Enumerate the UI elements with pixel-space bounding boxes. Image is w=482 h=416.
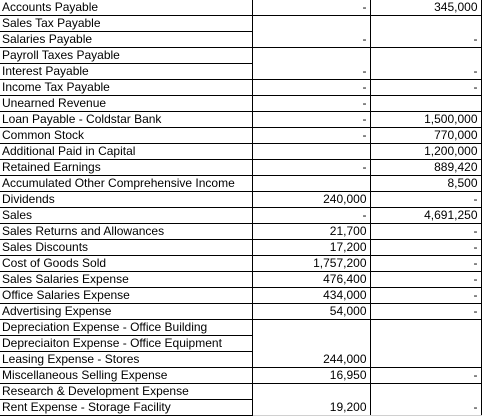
debit-cell[interactable]: -	[252, 80, 370, 96]
debit-cell[interactable]: -	[252, 112, 370, 128]
account-name-cell[interactable]: Salaries Payable	[0, 32, 252, 48]
account-name-cell[interactable]: Depreciation Expense - Office Building	[0, 320, 252, 336]
credit-cell[interactable]	[370, 320, 481, 336]
debit-cell[interactable]	[252, 16, 370, 32]
table-row	[0, 96, 481, 112]
debit-cell[interactable]: -	[252, 0, 370, 16]
account-name-cell[interactable]: Accumulated Other Comprehensive Income	[0, 176, 252, 192]
credit-cell[interactable]: -	[370, 32, 481, 48]
table-row	[0, 128, 481, 144]
debit-cell[interactable]	[252, 48, 370, 64]
table-row	[0, 144, 481, 160]
table-row	[0, 320, 481, 336]
account-name-cell[interactable]: Sales Returns and Allowances	[0, 224, 252, 240]
debit-cell[interactable]: -	[252, 128, 370, 144]
account-name-cell[interactable]: Leasing Expense - Stores	[0, 352, 252, 368]
account-name-cell[interactable]: Unearned Revenue	[0, 96, 252, 112]
account-name-cell[interactable]: Income Tax Payable	[0, 80, 252, 96]
debit-cell[interactable]: 16,950	[252, 368, 370, 384]
table-row	[0, 64, 481, 80]
account-name-cell[interactable]: Loan Payable - Coldstar Bank	[0, 112, 252, 128]
account-name-cell[interactable]: Office Salaries Expense	[0, 288, 252, 304]
debit-cell[interactable]: -	[252, 64, 370, 80]
credit-cell[interactable]	[370, 352, 481, 368]
table-row	[0, 48, 481, 64]
account-name-cell[interactable]: Cost of Goods Sold	[0, 256, 252, 272]
account-name-cell[interactable]: Payroll Taxes Payable	[0, 48, 252, 64]
account-name-cell[interactable]: Advertising Expense	[0, 304, 252, 320]
debit-cell[interactable]	[252, 336, 370, 352]
debit-cell[interactable]: 240,000	[252, 192, 370, 208]
account-name-cell[interactable]: Miscellaneous Selling Expense	[0, 368, 252, 384]
table-row	[0, 368, 481, 384]
account-name-cell[interactable]: Additional Paid in Capital	[0, 144, 252, 160]
table-row	[0, 0, 481, 16]
credit-cell[interactable]: 1,200,000	[370, 144, 481, 160]
table-row	[0, 224, 481, 240]
debit-cell[interactable]: -	[252, 96, 370, 112]
debit-cell[interactable]: 434,000	[252, 288, 370, 304]
account-name-cell[interactable]: Retained Earnings	[0, 160, 252, 176]
account-name-cell[interactable]: Common Stock	[0, 128, 252, 144]
debit-cell[interactable]: -	[252, 32, 370, 48]
credit-cell[interactable]: -	[370, 400, 481, 416]
table-row	[0, 112, 481, 128]
credit-cell[interactable]: 889,420	[370, 160, 481, 176]
credit-cell[interactable]: -	[370, 80, 481, 96]
debit-cell[interactable]: 1,757,200	[252, 256, 370, 272]
account-name-cell[interactable]: Research & Development Expense	[0, 384, 252, 400]
table-row	[0, 384, 481, 400]
credit-cell[interactable]: -	[370, 224, 481, 240]
account-name-cell[interactable]: Interest Payable	[0, 64, 252, 80]
credit-cell[interactable]	[370, 48, 481, 64]
credit-cell[interactable]	[370, 384, 481, 400]
table-row	[0, 192, 481, 208]
account-name-cell[interactable]: Sales Discounts	[0, 240, 252, 256]
credit-cell[interactable]: -	[370, 240, 481, 256]
credit-cell[interactable]: -	[370, 192, 481, 208]
table-row	[0, 32, 481, 48]
table-row	[0, 272, 481, 288]
credit-cell[interactable]	[370, 16, 481, 32]
table-row	[0, 208, 481, 224]
table-row	[0, 256, 481, 272]
table-row	[0, 160, 481, 176]
account-name-cell[interactable]: Depreciaiton Expense - Office Equipment	[0, 336, 252, 352]
credit-cell[interactable]	[370, 96, 481, 112]
table-row	[0, 240, 481, 256]
credit-cell[interactable]: -	[370, 256, 481, 272]
account-name-cell[interactable]: Rent Expense - Storage Facility	[0, 400, 252, 416]
debit-cell[interactable]: -	[252, 160, 370, 176]
credit-cell[interactable]: -	[370, 272, 481, 288]
table-row	[0, 352, 481, 368]
debit-cell[interactable]	[252, 176, 370, 192]
table-row	[0, 176, 481, 192]
account-name-cell[interactable]: Accounts Payable	[0, 0, 252, 16]
debit-cell[interactable]	[252, 384, 370, 400]
table-row	[0, 16, 481, 32]
debit-cell[interactable]: 54,000	[252, 304, 370, 320]
account-name-cell[interactable]: Sales	[0, 208, 252, 224]
credit-cell[interactable]: -	[370, 368, 481, 384]
debit-cell[interactable]: 21,700	[252, 224, 370, 240]
table-row	[0, 288, 481, 304]
credit-cell[interactable]: 345,000	[370, 0, 481, 16]
account-name-cell[interactable]: Sales Tax Payable	[0, 16, 252, 32]
credit-cell[interactable]: 1,500,000	[370, 112, 481, 128]
table-row	[0, 80, 481, 96]
account-name-cell[interactable]: Sales Salaries Expense	[0, 272, 252, 288]
table-row	[0, 336, 481, 352]
debit-cell[interactable]	[252, 320, 370, 336]
table-row	[0, 400, 481, 416]
credit-cell[interactable]: -	[370, 288, 481, 304]
credit-cell[interactable]: -	[370, 64, 481, 80]
debit-cell[interactable]: 476,400	[252, 272, 370, 288]
account-name-cell[interactable]: Dividends	[0, 192, 252, 208]
debit-cell[interactable]: 17,200	[252, 240, 370, 256]
debit-cell[interactable]: 244,000	[252, 352, 370, 368]
credit-cell[interactable]: 4,691,250	[370, 208, 481, 224]
debit-cell[interactable]	[252, 144, 370, 160]
debit-cell[interactable]: 19,200	[252, 400, 370, 416]
credit-cell[interactable]: 8,500	[370, 176, 481, 192]
table-row	[0, 304, 481, 320]
credit-cell[interactable]	[370, 336, 481, 352]
credit-cell[interactable]: 770,000	[370, 128, 481, 144]
credit-cell[interactable]: -	[370, 304, 481, 320]
debit-cell[interactable]: -	[252, 208, 370, 224]
